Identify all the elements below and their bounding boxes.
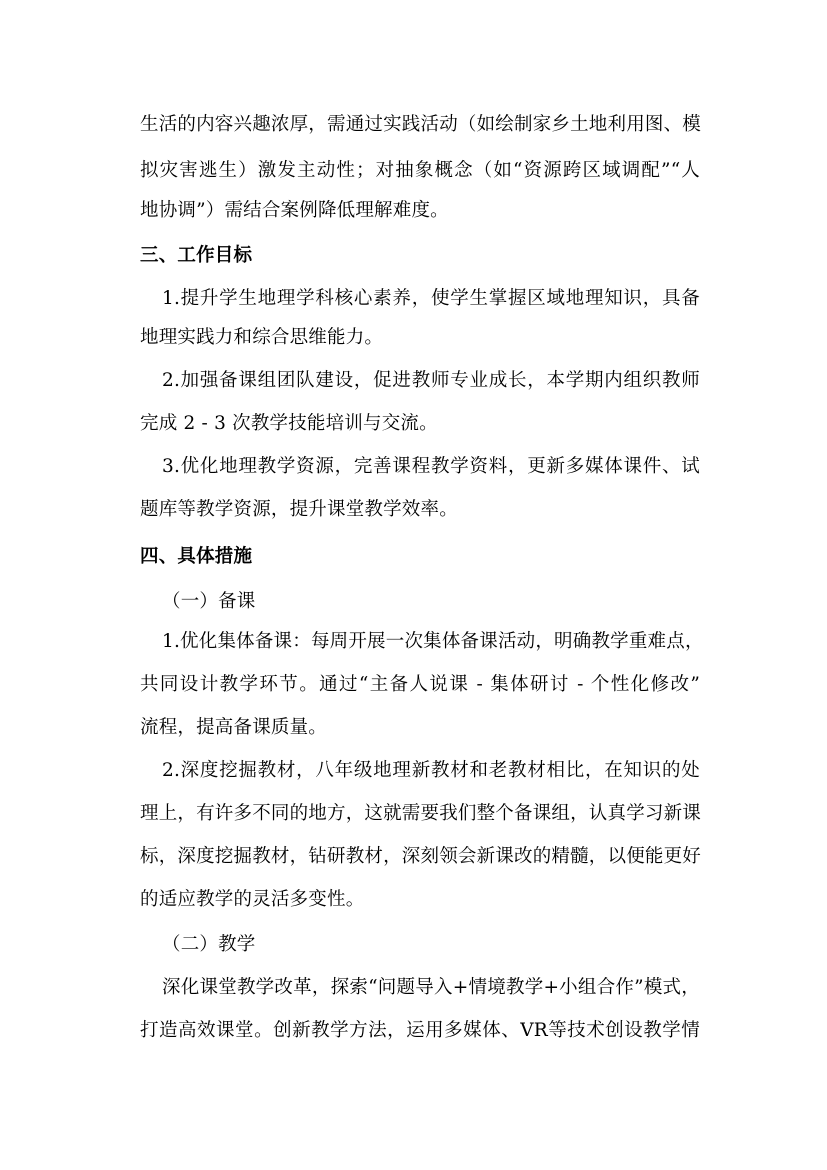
paragraph-line: 理上，有许多不同的地方，这就需要我们整个备课组，认真学习新课 <box>140 803 702 824</box>
paragraph-line: 共同设计教学环节。通过“主备人说课 - 集体研讨 - 个性化修改” <box>140 674 700 695</box>
section-heading-measures: 四、具体措施 <box>140 546 253 567</box>
paragraph-line: 1.优化集体备课：每周开展一次集体备课活动，明确教学重难点， <box>162 631 704 652</box>
paragraph-line: 2.加强备课组团队建设，促进教师专业成长，本学期内组织教师 <box>162 370 700 391</box>
paragraph-line: 打造高效课堂。创新教学方法，运用多媒体、VR等技术创设教学情 <box>140 1020 700 1041</box>
paragraph-line: 流程，提高备课质量。 <box>140 717 328 738</box>
paragraph-line: 题库等教学资源，提升课堂教学效率。 <box>140 499 458 520</box>
subsection-heading-teaching: （二）教学 <box>162 934 256 955</box>
paragraph-line: 3.优化地理教学资源，完善课程教学资料，更新多媒体课件、试 <box>162 456 700 477</box>
subsection-heading-lesson-prep: （一）备课 <box>162 591 256 612</box>
paragraph-line: 地协调”）需结合案例降低理解难度。 <box>140 200 449 221</box>
paragraph-line: 的适应教学的灵活多变性。 <box>140 889 365 910</box>
section-heading-goals: 三、工作目标 <box>140 245 253 266</box>
paragraph-line: 深化课堂教学改革，探索“问题导入+情境教学+小组合作”模式， <box>162 977 700 998</box>
paragraph-line: 完成 2 - 3 次教学技能培训与交流。 <box>140 413 438 434</box>
paragraph-line: 1.提升学生地理学科核心素养，使学生掌握区域地理知识，具备 <box>162 288 700 309</box>
paragraph-line: 拟灾害逃生）激发主动性；对抽象概念（如“资源跨区域调配”“人 <box>140 160 700 181</box>
paragraph-line: 标，深度挖掘教材，钻研教材，深刻领会新课改的精髓，以便能更好 <box>140 846 702 867</box>
paragraph-line: 2.深度挖掘教材，八年级地理新教材和老教材相比，在知识的处 <box>162 760 700 781</box>
paragraph-line: 地理实践力和综合思维能力。 <box>140 327 384 348</box>
paragraph-line: 生活的内容兴趣浓厚，需通过实践活动（如绘制家乡土地利用图、模 <box>140 114 702 135</box>
